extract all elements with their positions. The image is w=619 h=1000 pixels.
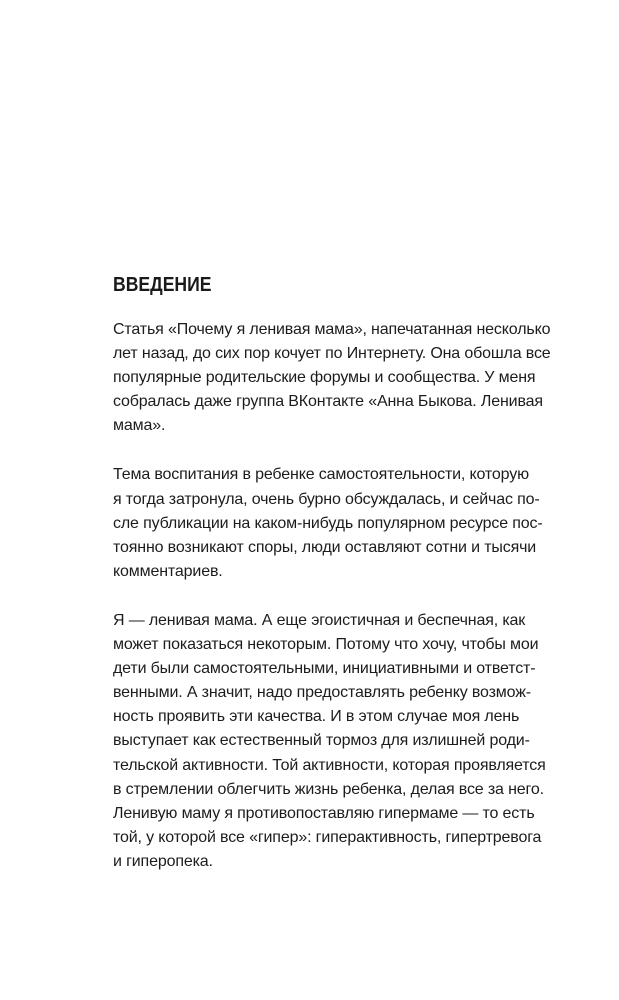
- paragraph: [113, 609, 546, 874]
- text-line: в стремлении облегчить жизнь ребенка, делая все за него.: [113, 780, 544, 798]
- text-line: ность проявить эти качества. И в этом случае моя лень: [113, 708, 520, 726]
- text-line: Я — ленивая мама. А еще эгоистичная и беспечная, как: [113, 611, 526, 629]
- paragraph: [113, 463, 543, 583]
- text-line: я тогда затронула, очень бурно обсуждалась, и сейчас по-: [113, 490, 540, 508]
- text-line: сле публикации на каком-нибудь популярном ресурсе пос-: [113, 514, 543, 532]
- text-line: Ленивую маму я противопоставляю гипермаме — то есть: [113, 804, 535, 822]
- text-line: тоянно возникают споры, люди оставляют сотни и тысячи: [113, 538, 537, 556]
- chapter-heading: ВВЕДЕНИЕ: [113, 274, 212, 296]
- paragraph: [113, 318, 551, 438]
- text-line: тельской активности. Той активности, которая проявляется: [113, 756, 546, 774]
- text-line: собралась даже группа ВКонтакте «Анна Быкова. Ленивая: [113, 393, 543, 411]
- text-line: лет назад, до сих пор кочует по Интернету. Она обошла все: [113, 345, 551, 363]
- text-line: Статья «Почему я ленивая мама», напечатанная несколько: [113, 321, 551, 338]
- text-line: комментариев.: [113, 562, 223, 580]
- text-line: венными. А значит, надо предоставлять ребенку возмож-: [113, 684, 531, 702]
- text-line: популярные родительские форумы и сообщества. У меня: [113, 369, 536, 387]
- text-line: той, у которой все «гипер»: гиперактивность, гипертревога: [113, 828, 542, 846]
- text-line: мама».: [113, 417, 166, 435]
- text-line: может показаться некоторым. Потому что хочу, чтобы мои: [113, 636, 539, 654]
- text-line: выступает как естественный тормоз для излишней роди-: [113, 732, 530, 750]
- text-line: и гиперопека.: [113, 852, 213, 870]
- text-line: Тема воспитания в ребенке самостоятельности, которую: [113, 466, 529, 484]
- chapter-body: [113, 318, 551, 899]
- text-line: дети были самостоятельными, инициативными и ответст-: [113, 660, 536, 678]
